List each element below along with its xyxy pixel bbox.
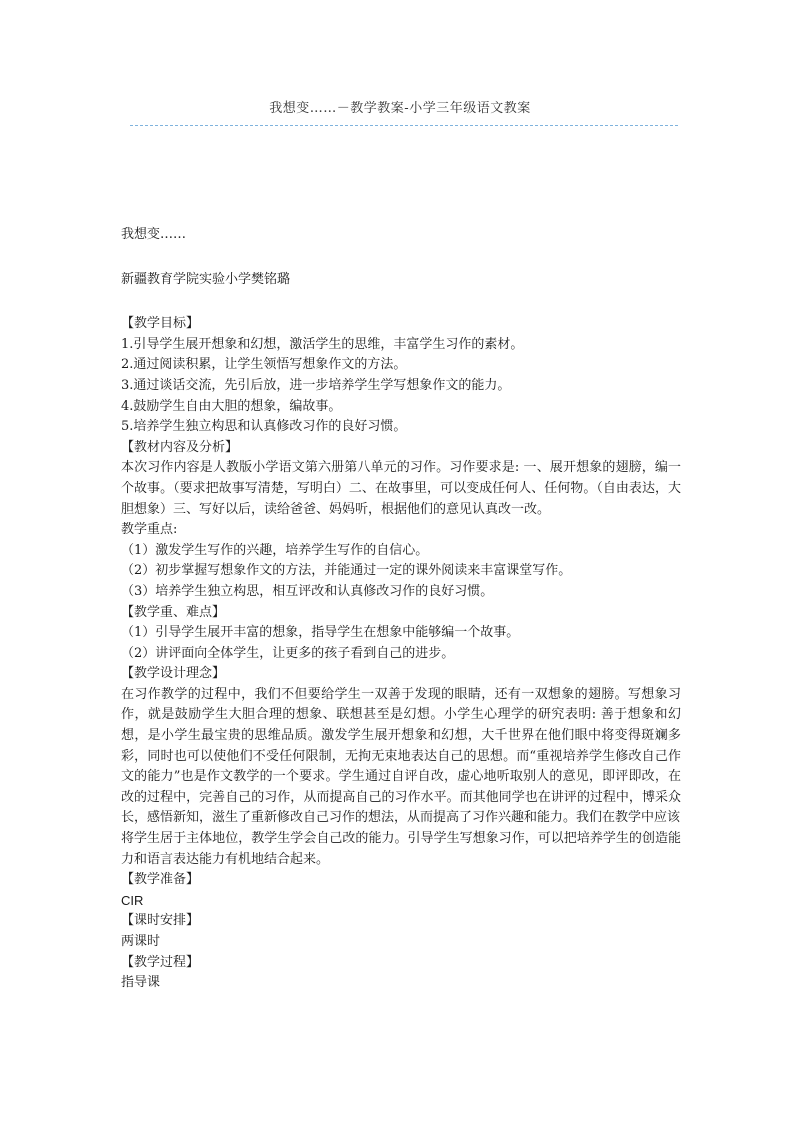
goal-item: 4.鼓励学生自由大胆的想象，编故事。 <box>121 398 342 414</box>
concept-paragraph-continued: 将学生居于主体地位，教学生学会自己改的能力。引导学生写想象习作，可以把培养学生的创造能力和语言表达能力有机地结合起来。 <box>121 831 681 867</box>
goal-item: 5.培养学生独立构思和认真修改习作的良好习惯。 <box>121 419 407 435</box>
key-points-label: 教学重点: <box>121 522 178 538</box>
concept-paragraph: 在习作教学的过程中，我们不但要给学生一双善于发现的眼睛，还有一双想象的翅膀。写想象习作，就是鼓励学生大胆合理的想象、联想甚至是幻想。小学生心理学的研究表明: 善于想象和幻想，是小学生最宝贵的思维品质。激发学生展开想象和幻想，大千世界在他们眼中将变得斑斓多彩，同时也可以使他们不受任何限制，无拘无束地表达自己的思想。而“重视培养学生修改自己作文的能力”也是作文教学的一个要求。学生通过自评自改，虚心地听取别人的意见，即评即改，在改的过程中，完善自己的习作，从而提高自己的习作水平。而其他同学也在讲评的过程中，博采众长，感悟新知，滋生了重新修改自己习作的想法，从而提高了习作兴趣和能力。我们在教学中应该 <box>121 686 681 826</box>
key-point-item: （1）激发学生写作的兴趣，培养学生写作的自信心。 <box>121 542 429 558</box>
schedule-heading: 【课时安排】 <box>121 913 200 929</box>
lesson-title: 我想变…… <box>121 227 187 242</box>
analysis-paragraph: 本次习作内容是人教版小学语文第六册第八单元的习作。习作要求是: 一、展开想象的翅膀，编一个故事。（要求把故事写清楚，写明白）二、在故事里，可以变成任何人、任何物。（自由表达，大胆想象）三、写好以后，读给爸爸、妈妈听，根据他们的意见认真改一改。 <box>121 460 681 517</box>
analysis-heading: 【教材内容及分析】 <box>121 439 239 455</box>
concept-heading: 【教学设计理念】 <box>121 666 226 682</box>
preparation-text: CIR <box>121 892 144 908</box>
document-body <box>121 225 681 994</box>
header-dashed-rule <box>130 125 678 126</box>
goals-heading: 【教学目标】 <box>121 316 200 332</box>
author-line: 新疆教育学院实验小学樊铭璐 <box>121 271 291 287</box>
key-point-item: （2）初步掌握写想象作文的方法，并能通过一定的课外阅读来丰富课堂写作。 <box>121 563 572 579</box>
goal-item: 2.通过阅读积累，让学生领悟写想象作文的方法。 <box>121 357 407 373</box>
document-header-title: 我想变……－教学教案-小学三年级语文教案 <box>269 101 531 116</box>
process-text: 指导课 <box>121 975 161 991</box>
goal-item: 3.通过谈话交流，先引后放，进一步培养学生学写想象作文的能力。 <box>121 377 511 393</box>
key-point-item: （3）培养学生独立构思，相互评改和认真修改习作的良好习惯。 <box>121 583 494 599</box>
schedule-text: 两课时 <box>121 934 161 949</box>
difficulty-item: （2）讲评面向全体学生，让更多的孩子看到自己的进步。 <box>121 645 455 661</box>
difficulty-heading: 【教学重、难点】 <box>121 604 226 620</box>
process-heading: 【教学过程】 <box>121 954 200 970</box>
goal-item: 1.引导学生展开想象和幻想，激活学生的思维，丰富学生习作的素材。 <box>121 336 524 352</box>
difficulty-item: （1）引导学生展开丰富的想象，指导学生在想象中能够编一个故事。 <box>121 625 520 641</box>
preparation-heading: 【教学准备】 <box>121 872 200 888</box>
